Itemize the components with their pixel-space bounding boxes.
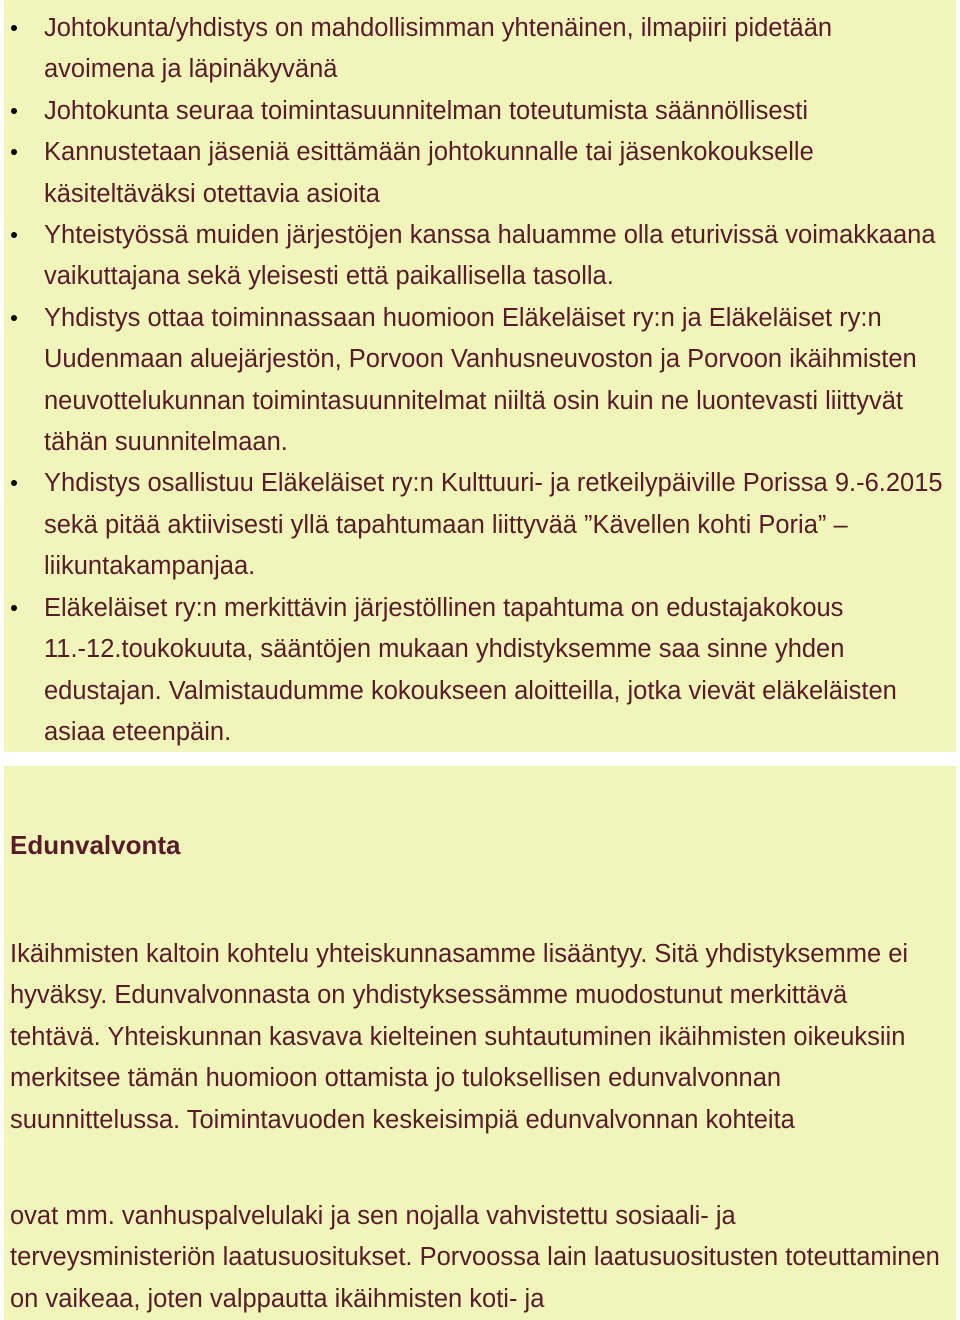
list-item-text: Johtokunta seuraa toimintasuunnitelman toteutumista säännöllisesti	[44, 96, 809, 125]
list-item	[4, 215, 952, 298]
list-item	[4, 298, 952, 464]
list-item-text: Yhteistyössä muiden järjestöjen kanssa haluamme olla eturivissä voimakkaana vaikuttajana sekä yleisesti että paikallisella tasolla.	[44, 221, 936, 291]
goals-panel	[4, 0, 956, 752]
list-item	[4, 132, 952, 215]
bullet-icon	[11, 25, 17, 31]
list-item	[4, 463, 952, 587]
section-paragraph-continued: ovat mm. vanhuspalvelulaki ja sen nojalla vahvistettu sosiaali- ja terveysministeriön laatusuositukset. Porvoossa lain laatusuositusten toteuttaminen on vaikeaa, joten valppautta ikäihmisten koti- ja	[10, 1202, 940, 1313]
list-item	[4, 8, 952, 91]
list-item	[4, 588, 952, 754]
bullet-icon	[11, 315, 17, 321]
list-item-text: Yhdistys ottaa toiminnassaan huomioon Eläkeläiset ry:n ja Eläkeläiset ry:n Uudenmaan aluejärjestön, Porvoon Vanhusneuvoston ja Porvoon ikäihmisten neuvottelukunnan toimintasuunnitelmat niiltä osin kuin ne luontevasti liittyvät tähän suunnitelmaan.	[44, 303, 917, 457]
list-item-text: Yhdistys osallistuu Eläkeläiset ry:n Kulttuuri- ja retkeilypäiville Porissa 9.-6.2015 sekä pitää aktiivisesti yllä tapahtumaan liittyvää ”Kävellen kohti Poria” –liikuntakampanjaa.	[44, 469, 943, 581]
list-item-text: Eläkeläiset ry:n merkittävin järjestöllinen tapahtuma on edustajakokous 11.-12.toukokuuta, sääntöjen mukaan yhdistyksemme saa sinne yhden edustajan. Valmistaudumme kokoukseen aloitteilla, jotka vievät eläkeläisten asiaa eteenpäin.	[44, 593, 897, 746]
bullet-icon	[11, 108, 17, 114]
list-item-text: Johtokunta/yhdistys on mahdollisimman yhtenäinen, ilmapiiri pidetään avoimena ja läpinäkyvänä	[44, 14, 833, 84]
bullet-icon	[11, 149, 17, 155]
bullet-icon	[11, 480, 17, 486]
list-item-text: Kannustetaan jäseniä esittämään johtokunnalle tai jäsenkokoukselle käsiteltäväksi otettavia asioita	[44, 138, 814, 208]
bullet-icon	[11, 232, 17, 238]
goals-list	[4, 8, 952, 753]
list-item	[4, 91, 952, 132]
bullet-icon	[11, 605, 17, 611]
section-paragraph: Ikäihmisten kaltoin kohtelu yhteiskunnasamme lisääntyy. Sitä yhdistyksemme ei hyväksy. Edunvalvonnasta on yhdistyksessämme muodostunut merkittävä tehtävä. Yhteiskunnan kasvava kielteinen suhtautuminen ikäihmisten oikeuksiin merkitsee tämän huomioon ottamista jo tuloksellisen edunvalvonnan suunnittelussa. Toimintavuoden keskeisimpiä edunvalvonnan kohteita	[10, 940, 909, 1134]
section-heading: Edunvalvonta	[10, 830, 181, 860]
